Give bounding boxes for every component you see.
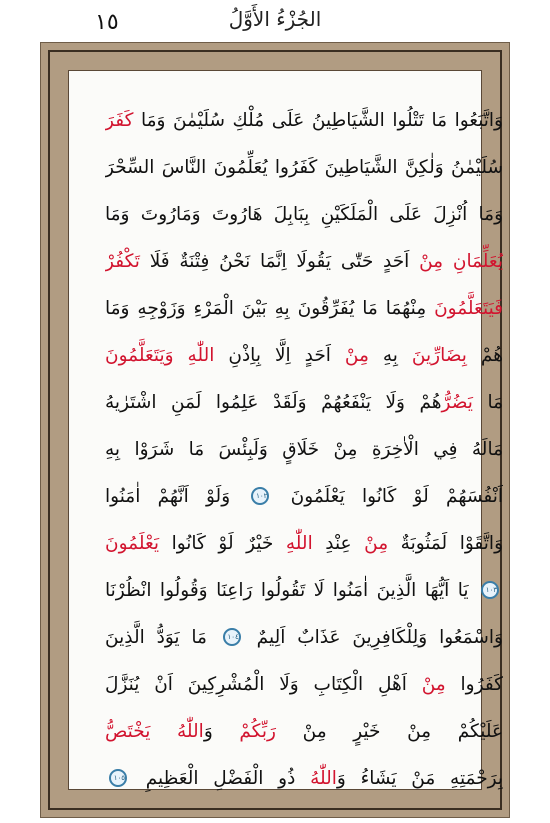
ayah-marker-icon	[223, 628, 241, 646]
highlighted-word: مِنْ	[344, 345, 369, 366]
page-frame	[40, 42, 510, 818]
verse-text-block	[105, 101, 503, 811]
verse-text: وَاتَّقَوْا لَمَثُوبَةٌ	[388, 533, 503, 554]
verse-text: وَلَوْ اَنَّهُمْ اٰمَنُوا	[105, 486, 248, 507]
verse-text: اَهْلِ الْكِتَابِ وَلَا الْمُشْرِكِينَ اَنْ يُنَزَّلَ	[105, 674, 422, 695]
highlighted-word: يَخْتَصُّ	[105, 721, 151, 742]
verse-line	[105, 665, 503, 705]
verse-text: مَالَهُ فِي الْاٰخِرَةِ مِنْ خَلَاقٍ وَلَبِئْسَ مَا شَرَوْا بِهِ	[105, 439, 503, 460]
ayah-marker-icon	[251, 487, 269, 505]
highlighted-word: اللّٰهِ	[187, 345, 215, 366]
verse-line	[105, 477, 503, 517]
highlighted-word: تَكْفُرْ	[105, 251, 140, 272]
highlighted-word: يُعَلِّمَانِ مِنْ	[419, 251, 503, 272]
verse-text: بِهِ	[368, 345, 412, 366]
verse-line	[105, 289, 503, 329]
highlighted-word: اللّٰهُ	[176, 721, 204, 742]
verse-text: سُلَيْمٰنُ وَلٰكِنَّ الشَّيَاطِينَ كَفَرُوا يُعَلِّمُونَ النَّاسَ السِّحْرَ	[105, 157, 503, 178]
verse-text: اَحَدٍ اِلَّا بِاِذْنِ	[214, 345, 345, 366]
verse-text	[150, 721, 177, 742]
highlighted-word: كَفَرَ	[105, 110, 134, 131]
page-header	[0, 4, 550, 44]
verse-line	[105, 759, 503, 799]
verse-line	[105, 571, 503, 611]
verse-text: مَا يَوَدُّ الَّذِينَ	[105, 627, 219, 648]
verse-text: عَلَيْكُمْ مِنْ خَيْرٍ مِنْ	[276, 721, 503, 742]
verse-text: اَنْفُسَهُمْ لَوْ كَانُوا يَعْلَمُونَ	[273, 486, 503, 507]
verse-text: وَمَا اُنْزِلَ عَلَى الْمَلَكَيْنِ بِبَابِلَ هَارُوتَ وَمَارُوتَ وَمَا	[105, 204, 503, 225]
text-panel	[68, 70, 503, 790]
verse-text: بِرَحْمَتِهِ مَنْ يَشَاءُ وَ	[336, 768, 503, 789]
highlighted-word: بِضَارِّينَ	[411, 345, 467, 366]
highlighted-word: فَيَتَعَلَّمُونَ	[434, 298, 503, 319]
ayah-marker-icon	[481, 581, 499, 599]
verse-line	[105, 383, 503, 423]
ayah-number: ١٠٥	[113, 774, 125, 782]
verse-text: كَفَرُوا	[445, 674, 503, 695]
ayah-number: ١٠٤	[227, 633, 239, 641]
verse-text	[174, 345, 188, 366]
verse-text: ذُو الْفَضْلِ الْعَظِيمِ	[131, 768, 311, 789]
verse-text: هُمْ وَلَا يَنْفَعُهُمْ وَلَقَدْ عَلِمُوا لَمَنِ اشْتَرٰيهُ	[105, 392, 442, 413]
highlighted-word: يَعْلَمُونَ	[105, 533, 160, 554]
verse-text: مَا	[472, 392, 503, 413]
verse-line	[105, 148, 503, 188]
verse-text: وَاسْمَعُوا وَلِلْكَافِرِينَ عَذَابٌ اَلِيمٌ	[244, 627, 503, 648]
highlighted-word: مِنْ	[364, 533, 389, 554]
ayah-number: ١٠٢	[256, 492, 268, 500]
ayah-number: ١٠٣	[485, 586, 497, 594]
highlighted-word: وَيَتَعَلَّمُونَ	[105, 345, 174, 366]
verse-text: يَا اَيُّهَا الَّذِينَ اٰمَنُوا لَا تَقُولُوا رَاعِنَا وَقُولُوا انْظُرْنَا	[105, 580, 477, 601]
verse-line	[105, 101, 503, 141]
highlighted-word: اللّٰهُ	[310, 768, 337, 789]
highlighted-word: مِنْ	[421, 674, 446, 695]
highlighted-word: رَبِّكُمْ	[239, 721, 276, 742]
verse-text: هُمْ	[466, 345, 503, 366]
verse-text: وَ	[203, 721, 240, 742]
verse-line	[105, 336, 503, 376]
verse-text: اَحَدٍ حَتّٰى يَقُولَا اِنَّمَا نَحْنُ فِتْنَةٌ فَلَا	[139, 251, 420, 272]
highlighted-word: اللّٰهِ	[285, 533, 313, 554]
verse-line	[105, 618, 503, 658]
verse-line	[105, 712, 503, 752]
ayah-marker-icon	[109, 769, 127, 787]
verse-line	[105, 430, 503, 470]
highlighted-word: يَضُرُّ	[441, 392, 473, 413]
verse-text: وَاتَّبَعُوا مَا تَتْلُوا الشَّيَاطِينُ عَلَى مُلْكِ سُلَيْمٰنَ وَمَا	[133, 110, 503, 131]
verse-line	[105, 195, 503, 235]
verse-text: مِنْهُمَا مَا يُفَرِّقُونَ بِهِ بَيْنَ الْمَرْءِ وَزَوْجِهِ وَمَا	[105, 298, 435, 319]
verse-line	[105, 524, 503, 564]
frame-border	[48, 50, 502, 810]
verse-text: خَيْرٌ لَوْ كَانُوا	[159, 533, 286, 554]
juz-title: الجُزْءُ الأَوَّلُ	[228, 7, 322, 31]
page-number: ١٥	[95, 10, 119, 35]
verse-line	[105, 242, 503, 282]
verse-text: عِنْدِ	[312, 533, 365, 554]
